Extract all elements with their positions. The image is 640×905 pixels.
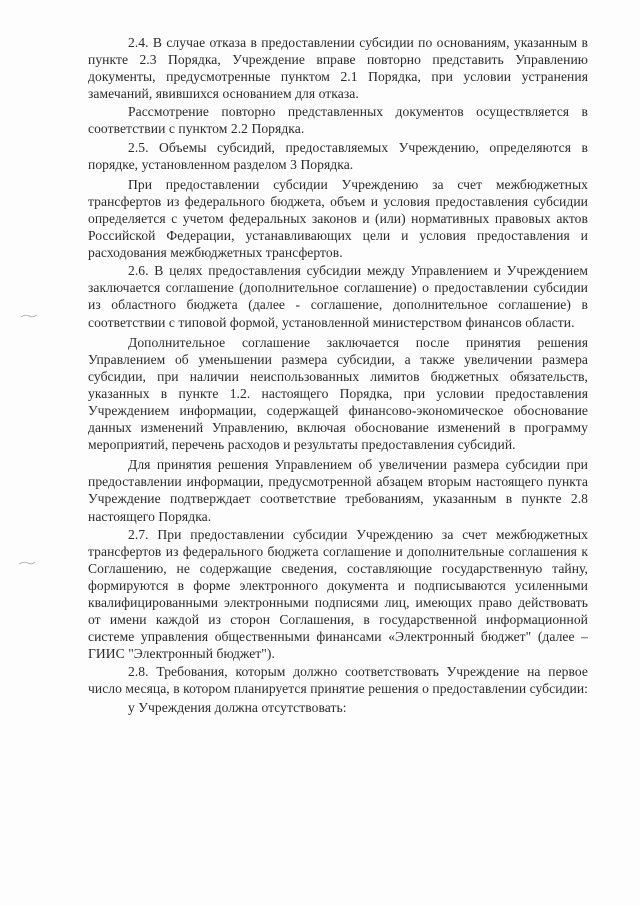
paragraph-additional-agreement: Дополнительное соглашение заключается после принятия решения Управлением об уменьшении размера субсидии, а также увеличении размера субсидии, при наличии неиспользованных лимитов бюджетных обязательств, указанных в пункте 1.2. настоящего Порядка, при условии предоставления Учреждением информации, содержащей финансово-экономическое обоснование данных изменений Управлению, включая обоснование изменений в программу мероприятий, перечень расходов и результаты предоставления субсидий. xyxy=(88,334,588,453)
paragraph-resubmission: Рассмотрение повторно представленных документов осуществляется в соответствии с пунктом 2.2 Порядка. xyxy=(88,104,588,137)
paragraph-2-8: 2.8. Требования, которым должно соответствовать Учреждение на первое число месяца, в котором планируется принятие решения о предоставлении субсидии: xyxy=(88,664,589,697)
paragraph-2-7: 2.7. При предоставлении субсидии Учреждению за счет межбюджетных трансфертов из федерального бюджета соглашение и дополнительные соглашения к Соглашению, не содержащие сведения, составляющие государственную тайну, формируются в форме электронного документа и подписываются усиленными квалифицированными электронными подписями лиц, имеющих право действовать от имени каждой из сторон Соглашения, в государственной информационной системе управления общественными финансами «Электронный бюджет" (далее – ГИИС "Электронный бюджет"). xyxy=(88,526,588,662)
margin-scan-mark xyxy=(20,313,38,319)
paragraph-must-be-absent: у Учреждения должна отсутствовать: xyxy=(128,699,347,715)
paragraph-increase-decision: Для принятия решения Управлением об увеличении размера субсидии при предоставлении информации, предусмотренной абзацем вторым настоящего пункта Учреждение подтверждает соответствие требованиям, указанным в пункте 2.8 настоящего Порядка. xyxy=(88,457,588,524)
margin-scan-mark xyxy=(18,560,36,566)
paragraph-2-6: 2.6. В целях предоставления субсидии между Управлением и Учреждением заключается соглашение (дополнительное соглашение) о предоставлении субсидии из областного бюджета (далее - соглашение, дополнительное соглашение) в соответствии с типовой формой, установленной министерством финансов области. xyxy=(88,263,588,330)
paragraph-2-4: 2.4. В случае отказа в предоставлении субсидии по основаниям, указанным в пункте 2.3 Порядка, Учреждение вправе повторно представить Управлению документы, предусмотренные пунктом 2.1 Порядка, при условии устранения замечаний, явившихся основанием для отказа. xyxy=(88,35,588,102)
document-body xyxy=(88,34,588,717)
paragraph-federal-transfers: При предоставлении субсидии Учреждению за счет межбюджетных трансфертов из федерального бюджета, объем и условия предоставления субсидии определяется с учетом федеральных законов и (или) нормативных правовых актов Российской Федерации, устанавливающих цели и условия предоставления и расходования межбюджетных трансфертов. xyxy=(88,176,588,261)
paragraph-2-5: 2.5. Объемы субсидий, предоставляемых Учреждению, определяются в порядке, установленном разделом 3 Порядка. xyxy=(88,139,588,172)
